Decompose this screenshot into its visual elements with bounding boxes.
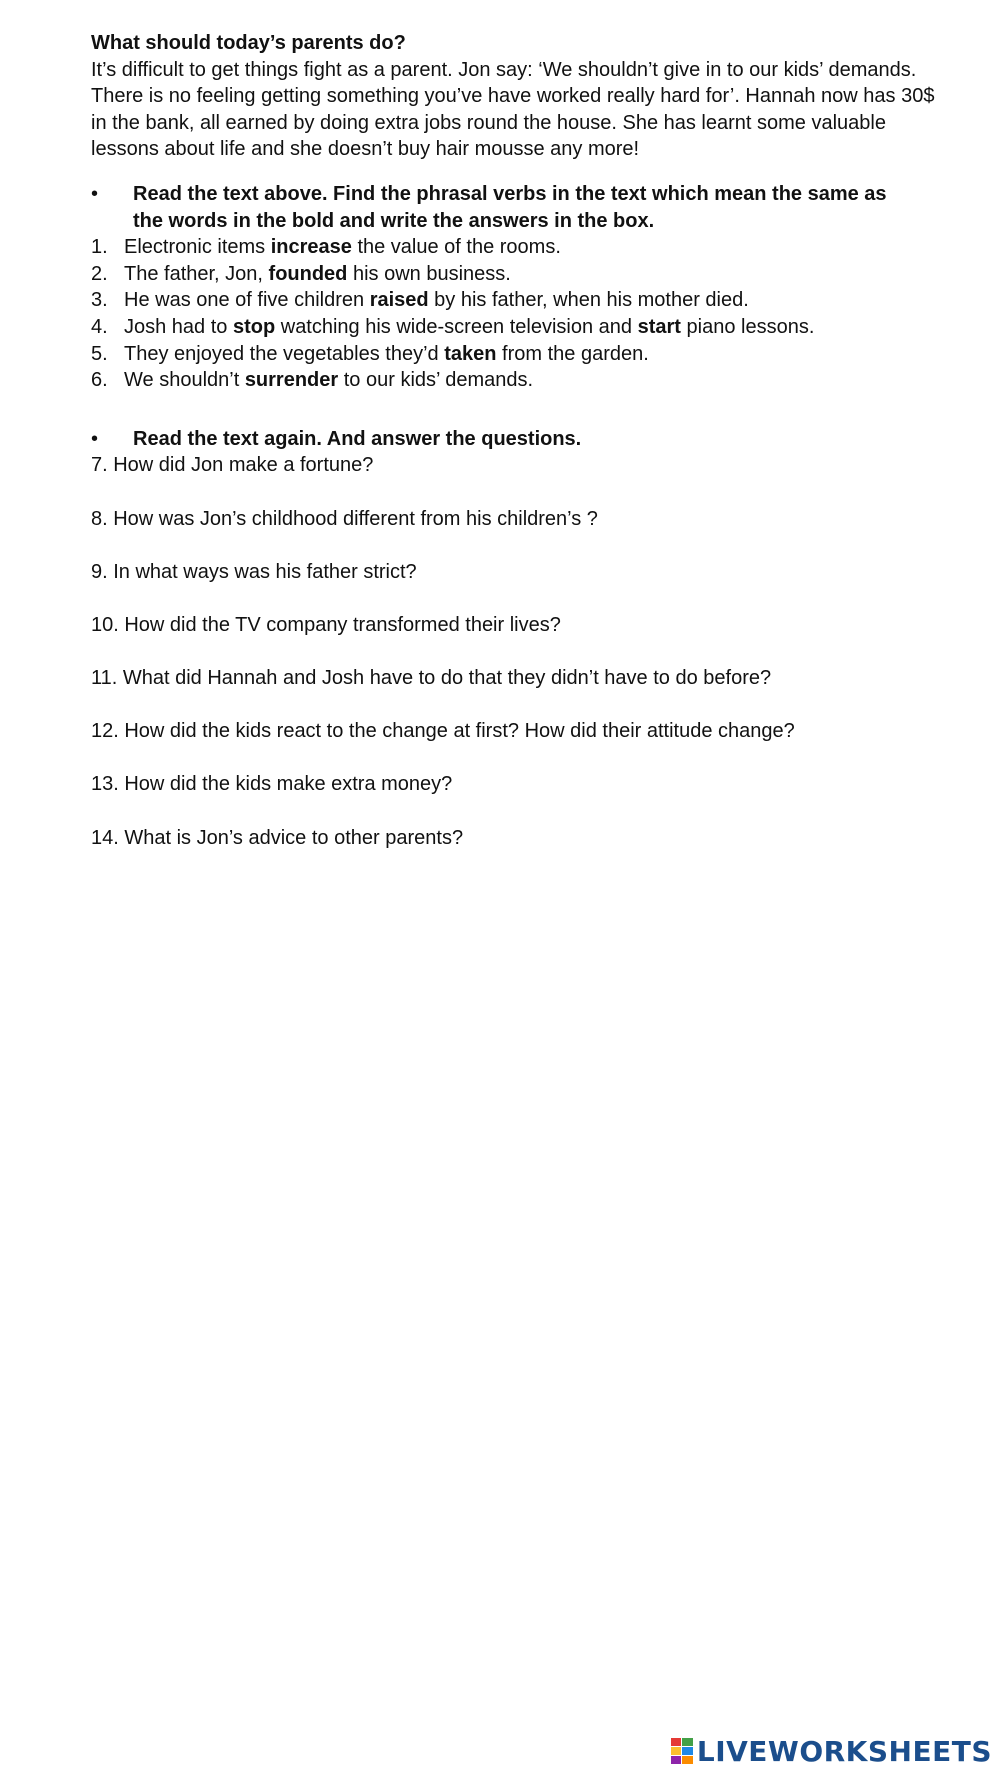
- question: 10. How did the TV company transformed their lives?: [91, 613, 561, 636]
- bold-word: increase: [270, 236, 352, 259]
- question: 8. How was Jon’s childhood different from his children’s ?: [91, 507, 598, 530]
- question: 11. What did Hannah and Josh have to do that they didn’t have to do before?: [91, 667, 772, 690]
- list-item: [91, 287, 971, 314]
- item-text: Josh had to stop watching his wide-screen television and start piano lessons.: [124, 315, 815, 338]
- bold-word: founded: [268, 262, 348, 285]
- bold-word: taken: [444, 342, 497, 365]
- item-number: 5.: [91, 342, 108, 365]
- bold-word: raised: [369, 289, 429, 312]
- list-item: [91, 314, 971, 341]
- item-text: He was one of five children raised by his father, when his mother died.: [124, 289, 749, 312]
- worksheet-title: What should today’s parents do?: [91, 32, 406, 54]
- bold-word: surrender: [244, 369, 339, 392]
- bullet-marker: •: [91, 182, 99, 205]
- intro-line: It’s difficult to get things fight as a parent. Jon say: ‘We shouldn’t give in to our kids’ demands.: [91, 58, 917, 81]
- bold-word: start: [637, 315, 681, 338]
- logo-text: LIVEWORKSHEETS: [696, 1734, 992, 1768]
- list-item: [91, 234, 971, 261]
- task1-instruction: [91, 181, 971, 234]
- bold-word: stop: [232, 315, 276, 338]
- task1-instruction-text: Read the text above. Find the phrasal verbs in the text which mean the same as the words in the bold and write the answers in the box.: [133, 182, 887, 232]
- intro-line: lessons about life and she doesn’t buy hair mousse any more!: [91, 138, 640, 161]
- intro-paragraph: [91, 57, 971, 163]
- intro-line: There is no feeling getting something you’ve have worked really hard for’. Hannah now has 30$: [91, 85, 935, 108]
- list-item: [91, 261, 971, 288]
- question: 9. In what ways was his father strict?: [91, 560, 417, 583]
- item-number: 1.: [91, 236, 108, 259]
- liveworksheets-icon: [671, 1738, 693, 1764]
- item-text: We shouldn’t surrender to our kids’ demands.: [124, 369, 534, 392]
- task2-instruction-text: Read the text again. And answer the questions.: [133, 427, 582, 450]
- item-number: 6.: [91, 369, 108, 392]
- item-number: 2.: [91, 262, 108, 285]
- question-list: [91, 452, 971, 851]
- task2-instruction: [91, 426, 971, 453]
- liveworksheets-logo: [671, 1734, 992, 1768]
- item-number: 3.: [91, 289, 108, 312]
- phrasal-verb-list: [91, 234, 971, 394]
- intro-line: in the bank, all earned by doing extra jobs round the house. She has learnt some valuable: [91, 111, 886, 134]
- list-item: [91, 367, 971, 394]
- item-text: They enjoyed the vegetables they’d taken from the garden.: [124, 342, 649, 365]
- item-number: 4.: [91, 315, 108, 338]
- bullet-marker: •: [91, 427, 99, 450]
- question: 12. How did the kids react to the change at first? How did their attitude change?: [91, 720, 795, 743]
- question: 13. How did the kids make extra money?: [91, 773, 453, 796]
- list-item: [91, 341, 971, 368]
- worksheet-content: [91, 30, 971, 878]
- question: 14. What is Jon’s advice to other parents?: [91, 826, 464, 849]
- item-text: Electronic items increase the value of the rooms.: [124, 236, 561, 259]
- item-text: The father, Jon, founded his own business.: [124, 262, 511, 285]
- question: 7. How did Jon make a fortune?: [91, 454, 374, 477]
